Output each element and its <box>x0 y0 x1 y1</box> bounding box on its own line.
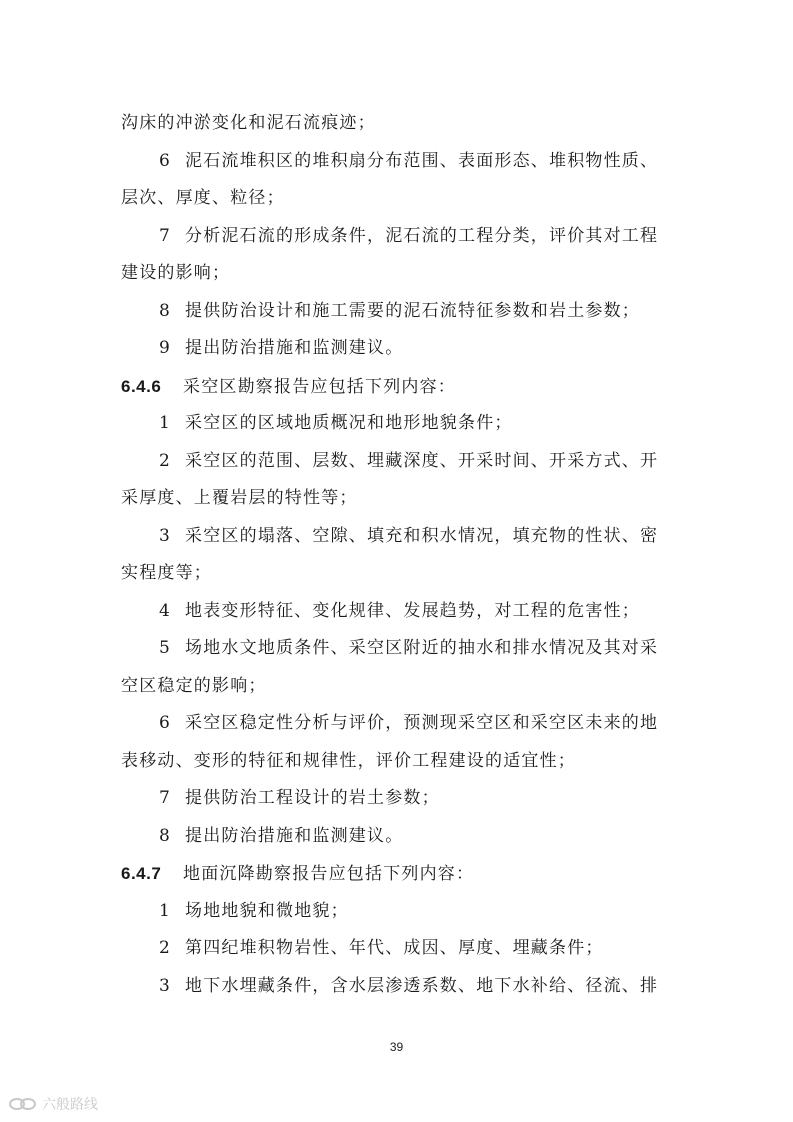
line-text: 提出防治措施和监测建议。 <box>185 825 404 846</box>
line-text: 采空区的区域地质概况和地形地貌条件； <box>185 413 513 433</box>
item-number: 6 <box>159 150 172 171</box>
line-text: 分析泥石流的形成条件，泥石流的工程分类，评价其对工程 <box>185 225 659 246</box>
line-text: 采空区勘察报告应包括下列内容： <box>183 376 456 397</box>
list-item <box>121 143 675 181</box>
line-text: 地表变形特征、变化规律、发展趋势，对工程的危害性； <box>185 600 640 621</box>
section-heading <box>121 855 675 893</box>
line-text: 表移动、变形的特征和规律性，评价工程建设的适宜性； <box>121 750 576 771</box>
line-text: 采厚度、上覆岩层的特性等； <box>121 488 358 508</box>
list-item <box>121 518 675 556</box>
list-item <box>121 330 675 368</box>
continuation-line <box>121 743 675 781</box>
item-number: 4 <box>159 600 172 621</box>
item-number: 1 <box>159 413 172 433</box>
item-number: 2 <box>159 450 172 471</box>
list-item <box>121 780 675 818</box>
line-text: 采空区稳定性分析与评价，预测现采空区和采空区未来的地 <box>185 713 659 733</box>
line-text: 泥石流堆积区的堆积扇分布范围、表面形态、堆积物性质、 <box>185 150 659 171</box>
line-text: 地面沉降勘察报告应包括下列内容： <box>183 864 475 884</box>
continuation-line <box>121 255 675 293</box>
line-text: 空区稳定的影响； <box>121 675 267 696</box>
list-item <box>121 405 675 443</box>
line-text: 提供防治工程设计的岩土参数； <box>185 788 440 808</box>
section-heading <box>121 368 675 406</box>
list-item <box>121 930 675 968</box>
item-number: 6 <box>159 713 172 733</box>
chain-link-logo-icon <box>8 1095 38 1113</box>
continuation-line <box>121 105 675 143</box>
continuation-line <box>121 668 675 706</box>
line-text: 场地地貌和微地貌； <box>185 900 349 921</box>
line-text: 采空区的范围、层数、埋藏深度、开采时间、开采方式、开 <box>185 450 659 471</box>
list-item <box>121 218 675 256</box>
item-number: 8 <box>159 300 172 321</box>
continuation-line <box>121 480 675 518</box>
item-number: 3 <box>159 975 172 996</box>
line-text: 建设的影响； <box>121 263 231 283</box>
section-number: 6.4.7 <box>121 864 162 883</box>
item-number: 8 <box>159 825 172 846</box>
list-item <box>121 705 675 743</box>
item-number: 7 <box>159 225 172 246</box>
page-number: 39 <box>389 1040 404 1054</box>
line-text: 提出防治措施和监测建议。 <box>185 338 404 358</box>
item-number: 7 <box>159 788 172 808</box>
watermark <box>8 1094 98 1114</box>
list-item <box>121 443 675 481</box>
line-text: 提供防治设计和施工需要的泥石流特征参数和岩土参数； <box>185 300 640 321</box>
item-number: 1 <box>159 900 172 921</box>
watermark-text: 六般路线 <box>42 1097 98 1113</box>
list-item <box>121 968 675 1006</box>
line-text: 场地水文地质条件、采空区附近的抽水和排水情况及其对采 <box>185 638 659 658</box>
item-number: 3 <box>159 525 172 546</box>
item-number: 9 <box>159 338 172 358</box>
section-number: 6.4.6 <box>121 376 162 396</box>
item-number: 5 <box>159 638 172 658</box>
line-text: 沟床的冲淤变化和泥石流痕迹； <box>121 113 376 133</box>
list-item <box>121 593 675 631</box>
item-number: 2 <box>159 938 172 958</box>
list-item <box>121 630 675 668</box>
list-item <box>121 893 675 931</box>
line-text: 地下水埋藏条件，含水层渗透系数、地下水补给、径流、排 <box>185 975 659 996</box>
continuation-line <box>121 180 675 218</box>
line-text: 第四纪堆积物岩性、年代、成因、厚度、埋藏条件； <box>185 938 604 958</box>
line-text: 采空区的塌落、空隙、填充和积水情况，填充物的性状、密 <box>185 525 659 546</box>
continuation-line <box>121 555 675 593</box>
body-text <box>121 105 675 1005</box>
list-item <box>121 293 675 331</box>
line-text: 实程度等； <box>121 563 212 583</box>
list-item <box>121 818 675 856</box>
line-text: 层次、厚度、粒径； <box>121 188 285 208</box>
